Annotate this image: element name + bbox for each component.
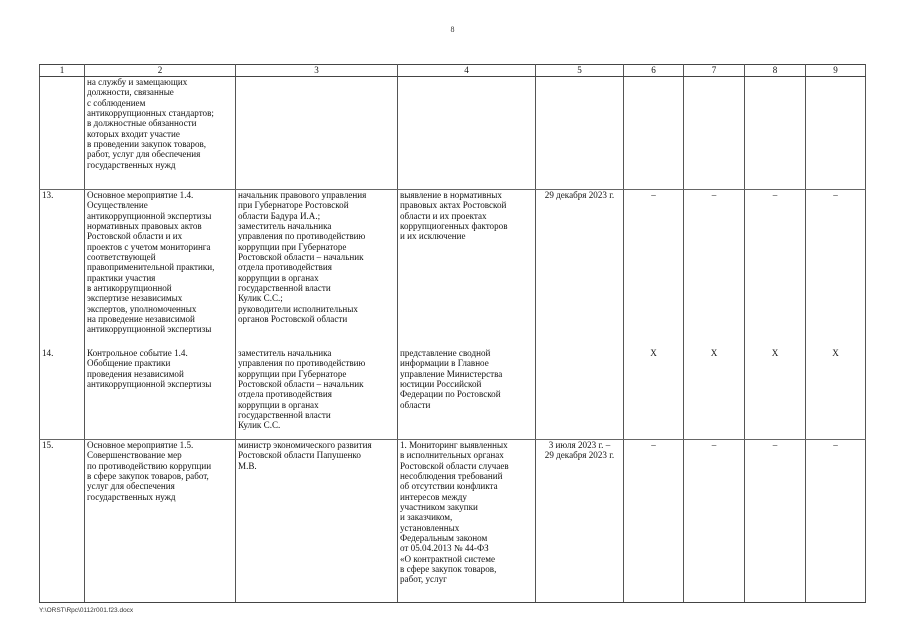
table-row [40, 440, 866, 603]
header-cell: 3 [236, 65, 398, 77]
header-cell: 7 [684, 65, 745, 77]
value-cell: Х [624, 348, 684, 440]
header-cell: 6 [624, 65, 684, 77]
value-cell [745, 77, 806, 190]
row-number: 14. [40, 348, 85, 440]
value-cell [806, 77, 866, 190]
responsible-cell [236, 77, 398, 190]
result-cell: представление сводной информации в Главное управление Министерства юстиции Российской Федерации по Ростовской области [398, 348, 536, 440]
result-cell: 1. Мониторинг выявленных в исполнительных органах Ростовской области случаев несоблюдения требований об отсутствии конфликта интересов между участником закупки и заказчиком, установленных Федеральным законом от 05.04.2013 № 44-ФЗ «О контрактной системе в сфере закупок товаров, работ, услуг [398, 440, 536, 603]
value-cell: – [806, 440, 866, 603]
value-cell: – [684, 440, 745, 603]
row-number [40, 77, 85, 190]
responsible-cell: заместитель начальника управления по противодействию коррупции при Губернаторе Ростовской области – начальник отдела противодействия коррупции в органах государственной власти Кулик С.С. [236, 348, 398, 440]
row-number: 15. [40, 440, 85, 603]
deadline-cell: 3 июля 2023 г. – 29 декабря 2023 г. [536, 440, 624, 603]
measure-cell: Основное мероприятие 1.5. Совершенствование мер по противодействию коррупции в сфере закупок товаров, работ, услуг для обеспечения государственных нужд [85, 440, 236, 603]
value-cell: – [624, 440, 684, 603]
header-cell: 1 [40, 65, 85, 77]
header-cell: 2 [85, 65, 236, 77]
table-header-row [40, 65, 866, 77]
result-cell: выявление в нормативных правовых актах Ростовской области и их проектах коррупциогенных факторов и их исключение [398, 190, 536, 349]
measures-table [39, 64, 866, 603]
page-number: 8 [450, 25, 455, 34]
result-cell [398, 77, 536, 190]
value-cell: – [624, 190, 684, 349]
measure-cell: на службу и замещающих должности, связанные с соблюдением антикоррупционных стандартов; в должностные обязанности которых входит участие в проведении закупок товаров, работ, услуг для обеспечения государственных нужд [85, 77, 236, 190]
value-cell: Х [806, 348, 866, 440]
header-cell: 5 [536, 65, 624, 77]
table-row [40, 348, 866, 440]
table-row [40, 77, 866, 190]
row-number: 13. [40, 190, 85, 349]
value-cell [684, 77, 745, 190]
value-cell: – [745, 440, 806, 603]
deadline-cell [536, 77, 624, 190]
measure-cell: Контрольное событие 1.4. Обобщение практики проведения независимой антикоррупционной экспертизы [85, 348, 236, 440]
header-cell: 4 [398, 65, 536, 77]
value-cell: Х [745, 348, 806, 440]
deadline-cell [536, 348, 624, 440]
responsible-cell: министр экономического развития Ростовской области Папушенко М.В. [236, 440, 398, 603]
value-cell: – [806, 190, 866, 349]
header-cell: 8 [745, 65, 806, 77]
responsible-cell: начальник правового управления при Губернаторе Ростовской области Бадура И.А.; заместитель начальника управления по противодействию коррупции при Губернаторе Ростовской области – начальник отдела противодействия коррупции в органах государственной власти Кулик С.С.; руководители исполнительных органов Ростовской области [236, 190, 398, 349]
value-cell: – [684, 190, 745, 349]
value-cell: Х [684, 348, 745, 440]
header-cell: 9 [806, 65, 866, 77]
file-path-footer: Y:\ORST\Rpc\0112r001.f23.docx [39, 607, 134, 614]
value-cell: – [745, 190, 806, 349]
value-cell [624, 77, 684, 190]
measure-cell: Основное мероприятие 1.4. Осуществление антикоррупционной экспертизы нормативных правовых актов Ростовской области и их проектов с учетом мониторинга соответствующей правоприменительной практики, практики участия в антикоррупционной экспертизе независимых экспертов, уполномоченных на проведение независимой антикоррупционной экспертизы [85, 190, 236, 349]
deadline-cell: 29 декабря 2023 г. [536, 190, 624, 349]
table-row [40, 190, 866, 349]
